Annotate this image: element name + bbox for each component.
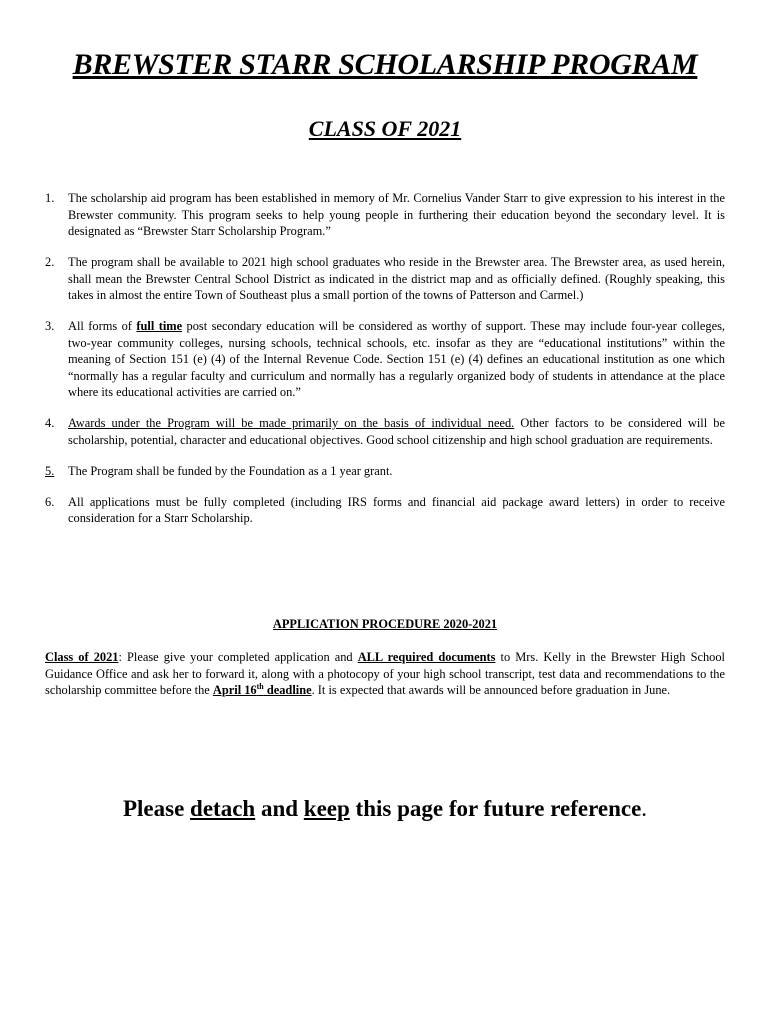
footer-text: this page for future reference <box>349 796 642 821</box>
footer-text: and <box>255 796 304 821</box>
item-number: 4. <box>45 416 55 430</box>
class-label: Class of 2021 <box>45 650 119 664</box>
footer-detach-word: detach <box>190 796 256 821</box>
list-item <box>45 463 725 480</box>
item-number: 5. <box>45 463 55 478</box>
item-text: All applications must be fully completed (including IRS forms and financial aid package award letters) in order to receive consideration for a Starr Scholarship. <box>68 494 725 525</box>
footer-text: Please <box>122 796 191 821</box>
list-item <box>45 415 725 448</box>
procedure-text: : Please give your completed application and <box>118 650 358 664</box>
footer-period: . <box>641 796 648 821</box>
item-number: 6. <box>45 494 55 509</box>
list-item <box>45 254 725 304</box>
procedure-paragraph <box>45 649 725 699</box>
program-rules-list <box>45 190 725 541</box>
deadline-word: deadline <box>263 683 312 697</box>
footer-keep-word: keep <box>303 796 350 821</box>
document-subtitle: CLASS OF 2021 <box>308 116 462 141</box>
procedure-heading: APPLICATION PROCEDURE 2020-2021 <box>272 617 498 631</box>
list-item <box>45 494 725 527</box>
list-item <box>45 318 725 401</box>
footer-notice <box>0 796 770 822</box>
deadline-day: April 16 <box>212 683 257 697</box>
item-text-post: Other factors to be considered will be scholarship, potential, character and educational objectives. Good school citizenship and high school graduation are requirements. <box>68 416 725 447</box>
deadline-date <box>213 683 312 697</box>
item-text: The Program shall be funded by the Foundation as a 1 year grant. <box>68 463 393 478</box>
deadline-ordinal: th <box>256 681 264 691</box>
item-text: The program shall be available to 2021 high school graduates who reside in the Brewster area. The Brewster area, as used herein, shall mean the Brewster Central School District as indicated in the district map and as officially defined. (Roughly speaking, this takes in almost the entire Town of Southeast plus a small portion of the towns of Patterson and Carmel.) <box>68 255 725 302</box>
document-title: BREWSTER STARR SCHOLARSHIP PROGRAM <box>72 48 698 81</box>
procedure-text: to Mrs. Kelly in the Brewster High School Guidance Office and ask her to forward it, along with a photocopy of your high school transcript, test data and recommendations to the scholarship committee before the <box>45 650 725 697</box>
item-number: 2. <box>45 255 55 269</box>
item-text-post: post secondary education will be considered as worthy of support. These may include four-year colleges, two-year community colleges, nursing schools, technical schools, etc. insofar as they are “educational institutions” within the meaning of Section 151 (e) (4) of the Internal Revenue Code. Section 151 (e) (4) defines an educational institution as one which “normally has a regular faculty and curriculum and normally has a regularly organized body of students in attendance at the place where its educational activities are carried on.” <box>68 319 726 399</box>
item-underlined-text: Awards under the Program will be made primarily on the basis of individual need. <box>68 416 515 430</box>
item-text-pre: All forms of <box>68 319 137 333</box>
item-number: 3. <box>45 319 55 333</box>
list-item <box>45 190 725 240</box>
procedure-text: . It is expected that awards will be announced before graduation in June. <box>311 683 671 697</box>
item-text: The scholarship aid program has been established in memory of Mr. Cornelius Vander Starr to give expression to his interest in the Brewster community. This program seeks to help young people in furthering their education beyond the secondary level. It is designated as “Brewster Starr Scholarship Program.” <box>68 191 725 238</box>
item-emphasis: full time <box>136 319 183 333</box>
required-documents-emphasis: ALL required documents <box>357 650 496 664</box>
item-number: 1. <box>45 191 55 205</box>
